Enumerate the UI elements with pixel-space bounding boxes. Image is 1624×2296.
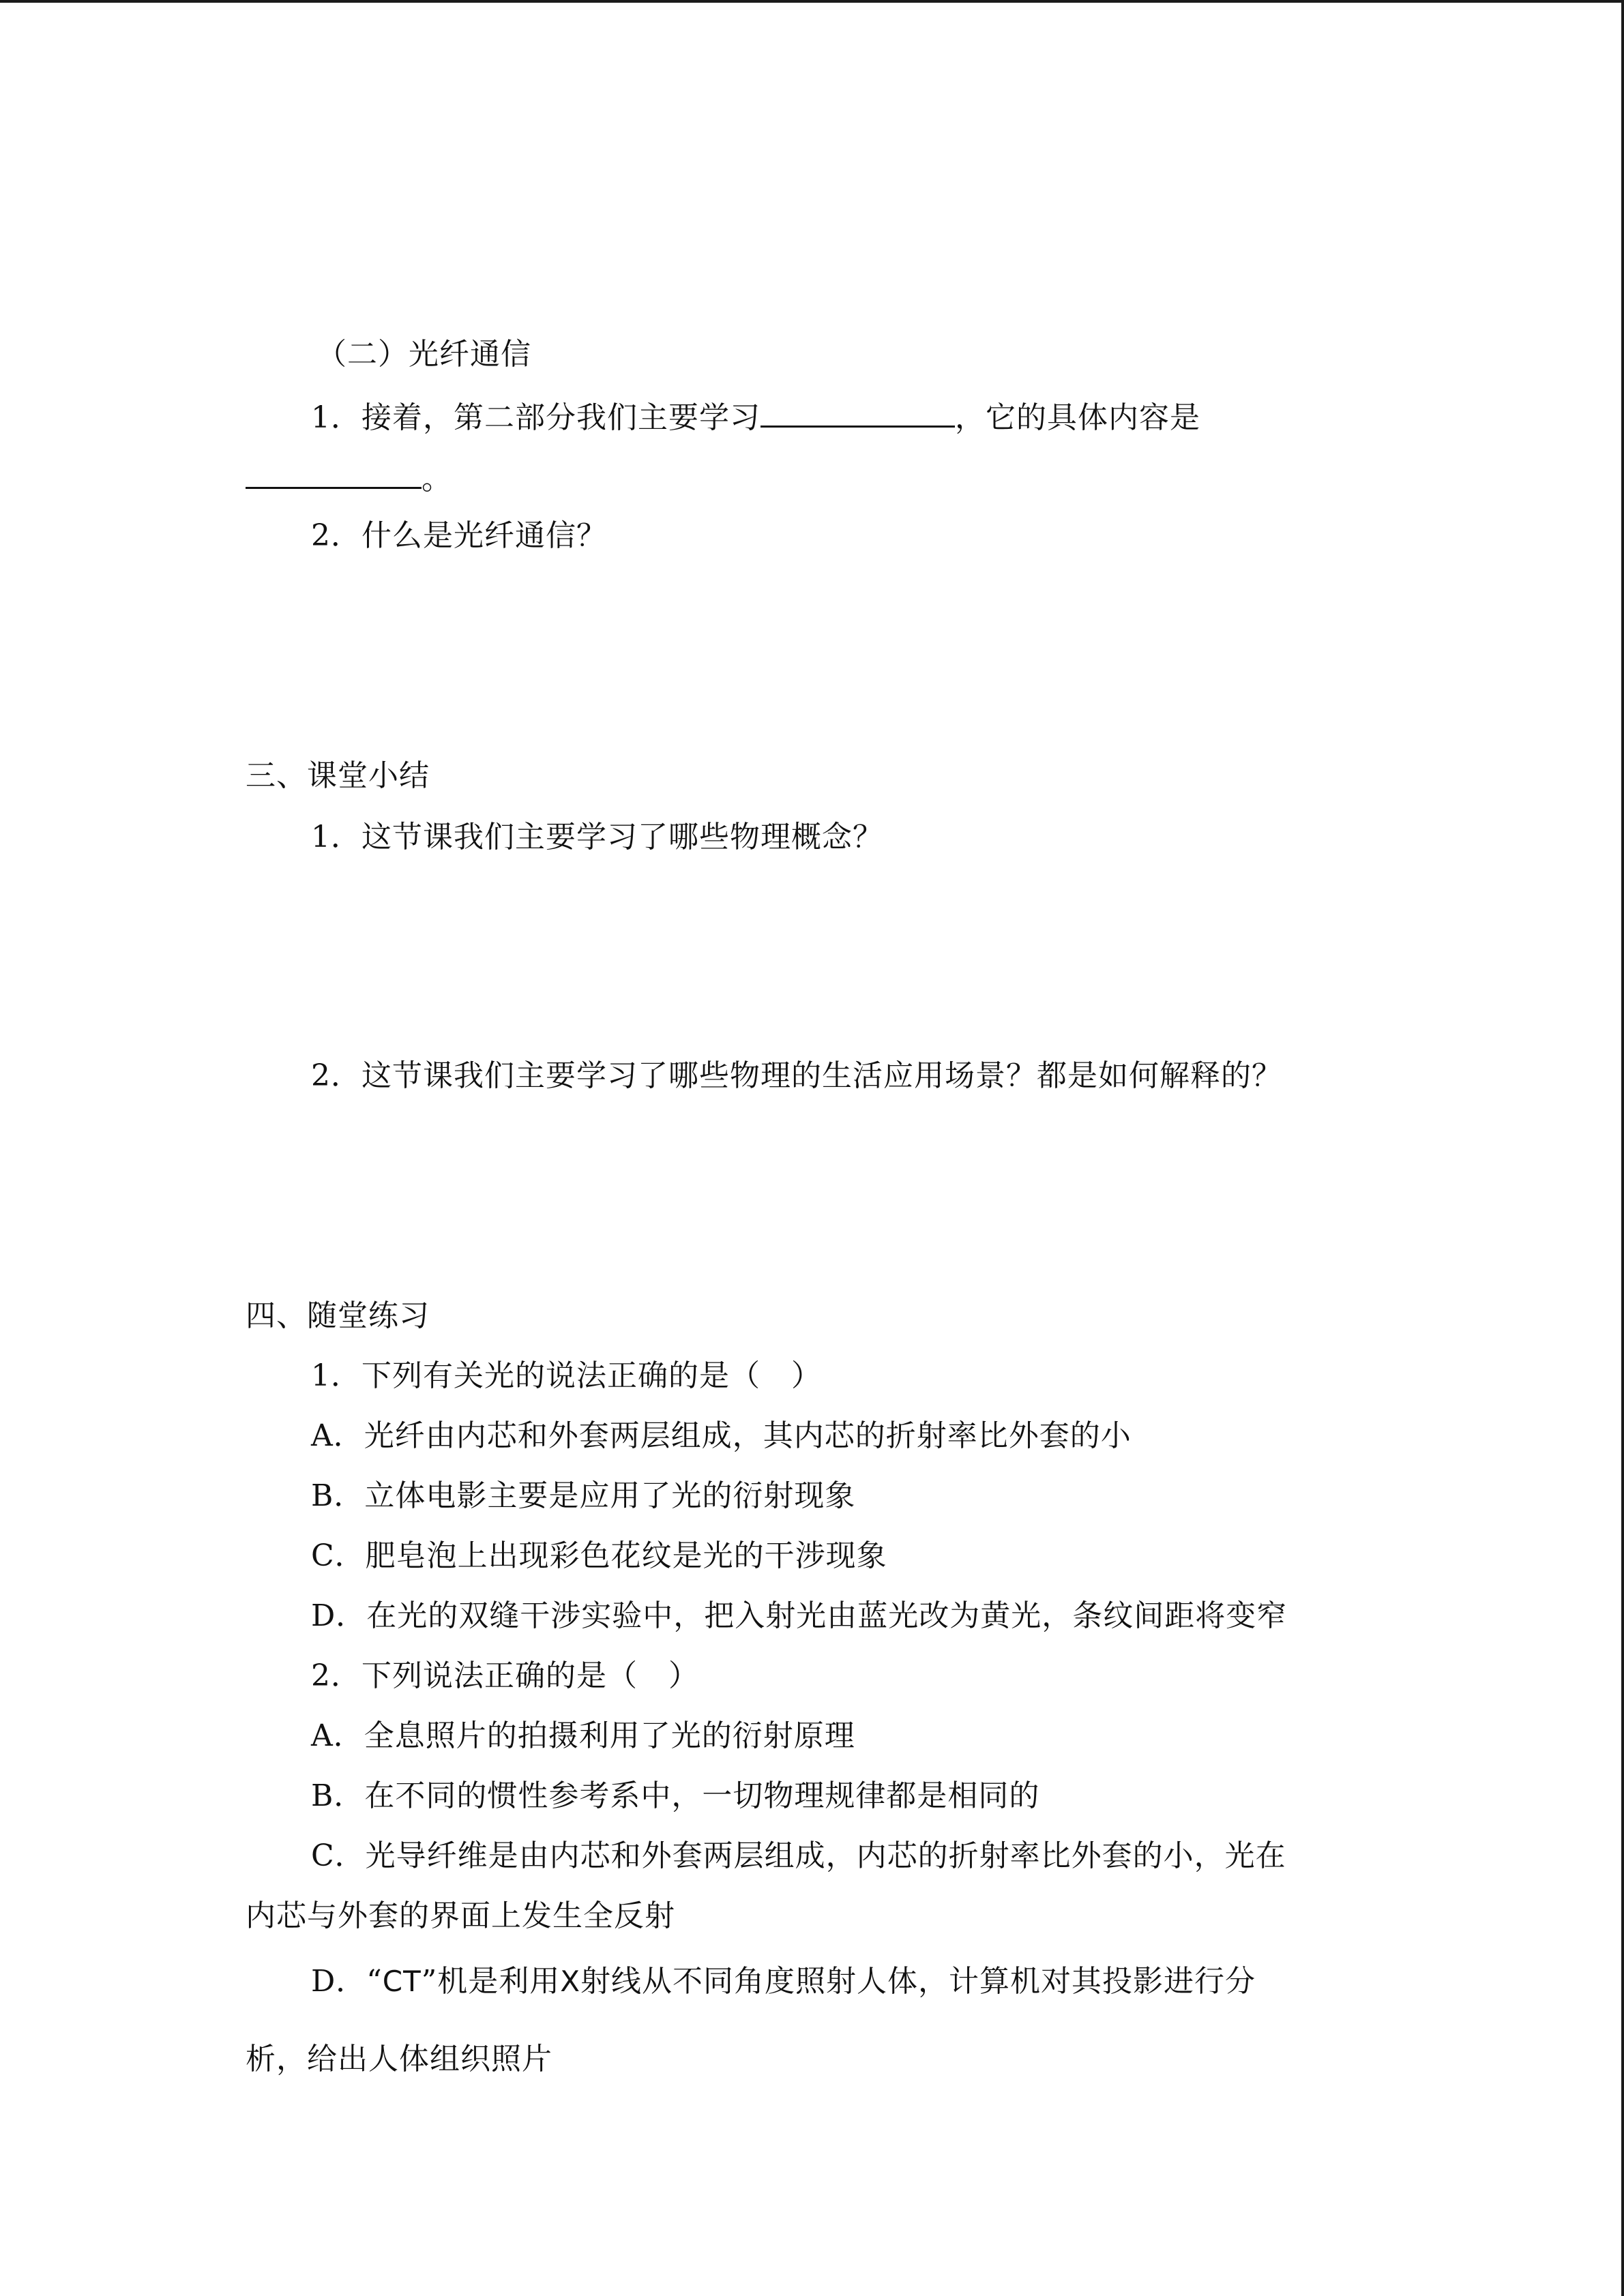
section-3-heading bbox=[246, 756, 430, 796]
section-4-heading-text: 四、随堂练习 bbox=[246, 1298, 430, 1333]
exercise-2-option-d-mid1: ”机是利用 bbox=[421, 1964, 561, 1999]
summary-question-1-text: 1．这节课我们主要学习了哪些物理概念？ bbox=[311, 820, 883, 854]
question-1-text-part1: 1．接着，第二部分我们主要学习 bbox=[311, 400, 761, 435]
exercise-1-option-a bbox=[311, 1416, 1132, 1457]
x-ray-letter: X bbox=[560, 1965, 581, 1998]
question-1-text-part2: ，它的具体内容是 bbox=[955, 400, 1200, 435]
exercise-2-option-b-text: B．在不同的惯性参考系中，一切物理规律都是相同的 bbox=[311, 1778, 1040, 1813]
exercise-2-option-c-text-line2: 内芯与外套的界面上发生全反射 bbox=[246, 1898, 675, 1933]
section-2-heading bbox=[316, 334, 531, 375]
ct-abbreviation: CT bbox=[382, 1965, 422, 1998]
exercise-1-stem bbox=[311, 1356, 822, 1397]
exercise-2-option-c-text-line1: C．光导纤维是由内芯和外套两层组成，内芯的折射率比外套的小，光在 bbox=[311, 1838, 1286, 1873]
exercise-2-option-d-text-line2: 析，给出人体组织照片 bbox=[246, 2042, 552, 2076]
exercise-2-option-d bbox=[311, 1961, 1256, 2002]
exercise-2-stem bbox=[311, 1656, 699, 1697]
question-1-end-punct: 。 bbox=[422, 462, 452, 496]
exercise-2-option-a-text: A．全息照片的拍摄利用了光的衍射原理 bbox=[311, 1718, 855, 1753]
exercise-2-option-d-continued bbox=[246, 2039, 552, 2080]
exercise-2-option-a bbox=[311, 1716, 855, 1757]
section-3-heading-text: 三、课堂小结 bbox=[246, 758, 430, 793]
exercise-2-stem-text: 2．下列说法正确的是（ ） bbox=[311, 1658, 699, 1693]
section-4-heading bbox=[246, 1296, 430, 1337]
section-3-question-2 bbox=[311, 1056, 1282, 1097]
exercise-1-option-c bbox=[311, 1536, 887, 1577]
section-2-question-2 bbox=[311, 516, 607, 556]
section-2-question-1 bbox=[311, 396, 1200, 438]
exercise-1-option-b-text: B．立体电影主要是应用了光的衍射现象 bbox=[311, 1478, 856, 1513]
summary-question-2-text: 2．这节课我们主要学习了哪些物理的生活应用场景？都是如何解释的？ bbox=[311, 1058, 1282, 1093]
exercise-1-option-b bbox=[311, 1476, 855, 1517]
fill-blank-content[interactable] bbox=[246, 457, 422, 489]
exercise-2-option-c-continued bbox=[246, 1896, 675, 1937]
exercise-2-option-d-prefix: D．“ bbox=[311, 1964, 383, 1999]
section-2-heading-text: （二）光纤通信 bbox=[316, 337, 531, 372]
exercise-2-option-c bbox=[311, 1836, 1286, 1877]
section-3-question-1 bbox=[311, 817, 883, 858]
exercise-1-option-d bbox=[311, 1596, 1287, 1637]
exercise-1-option-a-text: A．光纤由内芯和外套两层组成，其内芯的折射率比外套的小 bbox=[311, 1418, 1132, 1453]
exercise-2-option-b bbox=[311, 1776, 1039, 1817]
question-2-text: 2．什么是光纤通信？ bbox=[311, 518, 607, 553]
exercise-2-option-d-mid2: 射线从不同角度照射人体，计算机对其投影进行分 bbox=[580, 1964, 1256, 1999]
fill-blank-topic[interactable] bbox=[761, 396, 955, 428]
section-2-question-1-continued bbox=[246, 457, 452, 500]
exercise-1-stem-text: 1．下列有关光的说法正确的是（ ） bbox=[311, 1358, 822, 1393]
exercise-1-option-c-text: C．肥皂泡上出现彩色花纹是光的干涉现象 bbox=[311, 1538, 887, 1573]
exercise-1-option-d-text: D．在光的双缝干涉实验中，把入射光由蓝光改为黄光，条纹间距将变窄 bbox=[311, 1598, 1288, 1633]
